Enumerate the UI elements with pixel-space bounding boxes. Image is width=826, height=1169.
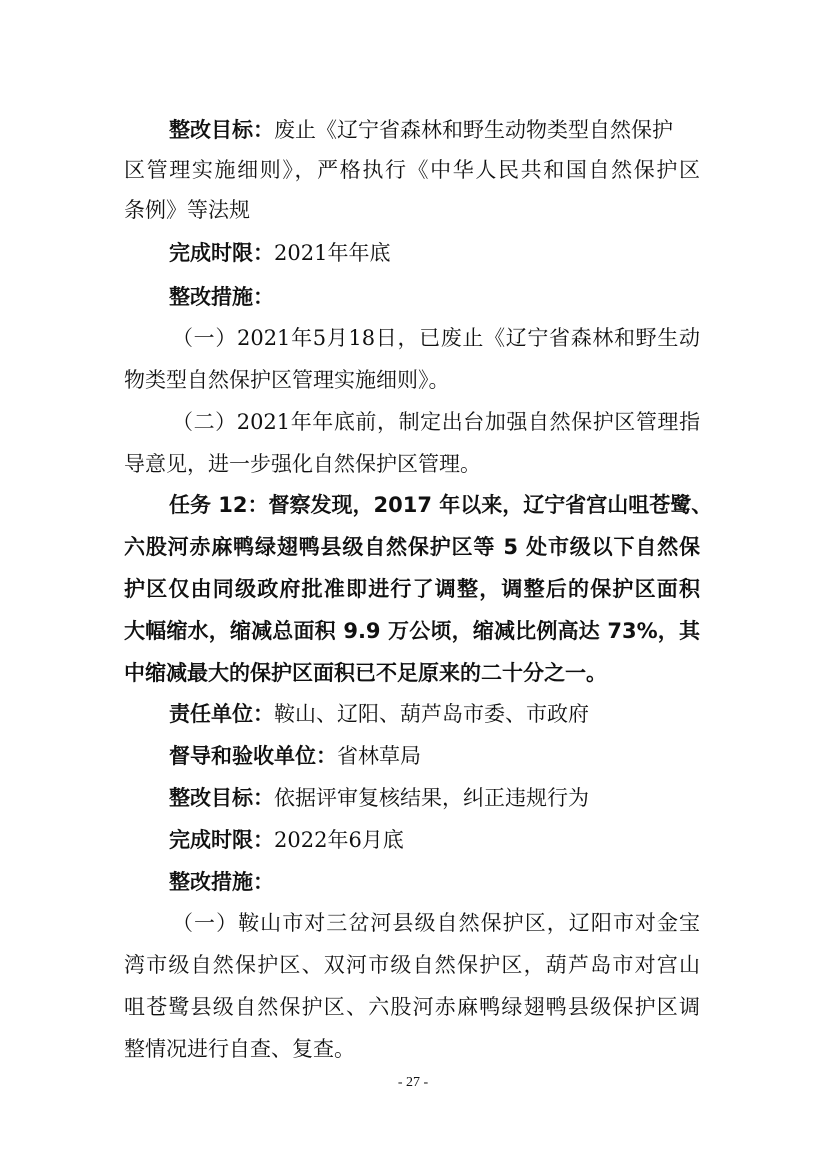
responsible-line: [169, 699, 589, 729]
supervisor-line: [169, 741, 421, 771]
measure-1-line-1: （一）2021年5月18日，已废止《辽宁省森林和野生动: [172, 326, 700, 350]
deadline-line-1: [169, 238, 390, 268]
supervisor-value: 省林草局: [337, 744, 421, 768]
responsible-value: 鞍山、辽阳、葫芦岛市委、市政府: [274, 702, 589, 726]
goal-text-2: 区管理实施细则》，严格执行《中华人民共和国自然保护区: [124, 158, 700, 182]
goal2-label: 整改目标：: [169, 786, 274, 810]
goal-label: 整改目标：: [169, 118, 274, 142]
goal-text-3: 条例》等法规: [124, 198, 250, 222]
task12-line-2: 六股河赤麻鸭绿翅鸭县级自然保护区等 5 处市级以下自然保: [124, 535, 700, 559]
deadline2-label: 完成时限：: [169, 828, 274, 852]
task12-line-1: 任务 12：督察发现，2017 年以来，辽宁省宫山咀苍鹭、: [169, 493, 713, 517]
measure-1-line-2: 物类型自然保护区管理实施细则》。: [124, 368, 450, 392]
measure2-1-line-3: 咀苍鹭县级自然保护区、六股河赤麻鸭绿翅鸭县级保护区调: [124, 995, 700, 1019]
task12-line-3: 护区仅由同级政府批准即进行了调整，调整后的保护区面积: [124, 577, 700, 601]
deadline2-value: 2022年6月底: [274, 828, 404, 852]
deadline-value: 2021年年底: [274, 241, 391, 265]
measure-2-line-2: 导意见，进一步强化自然保护区管理。: [124, 452, 481, 476]
responsible-label: 责任单位：: [169, 702, 274, 726]
goal2-line: [169, 783, 589, 813]
measures-label: 整改措施：: [169, 285, 274, 309]
goal2-value: 依据评审复核结果，纠正违规行为: [274, 786, 589, 810]
goal-paragraph-line-1: [169, 115, 673, 145]
supervisor-label: 督导和验收单位：: [169, 744, 337, 768]
deadline2-line: [169, 825, 404, 855]
measure2-1-line-2: 湾市级自然保护区、双河市级自然保护区，葫芦岛市对宫山: [124, 953, 700, 977]
task12-line-5: 中缩减最大的保护区面积已不足原来的二十分之一。: [124, 661, 607, 685]
measure-2-line-1: （二）2021年年底前，制定出台加强自然保护区管理指: [172, 410, 700, 434]
goal-text-1: 废止《辽宁省森林和野生动物类型自然保护: [274, 118, 673, 142]
measure2-1-line-4: 整情况进行自查、复查。: [124, 1037, 355, 1061]
measures2-label: 整改措施：: [169, 870, 274, 894]
task12-line-4: 大幅缩水，缩减总面积 9.9 万公顷，缩减比例高达 73%，其: [124, 619, 700, 643]
deadline-label: 完成时限：: [169, 241, 274, 265]
measure2-1-line-1: （一）鞍山市对三岔河县级自然保护区，辽阳市对金宝: [172, 911, 700, 935]
page-number: - 27 -: [397, 1075, 429, 1090]
